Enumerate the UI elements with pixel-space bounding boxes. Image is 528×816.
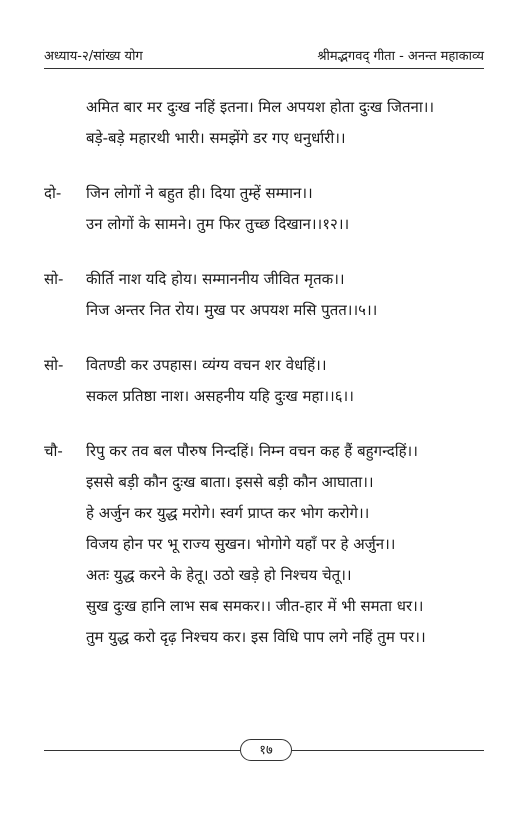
verse-line: [44, 92, 498, 123]
verse-type-label: दो-: [44, 184, 62, 202]
verse-text: अतः युद्ध करने के हेतू। उठो खड़े हो निश्चय चेतू।।: [86, 566, 352, 584]
stanza-soratha-1: [44, 264, 498, 326]
stanza-doha: [44, 178, 498, 240]
verse-line: [44, 591, 498, 622]
verse-line: [44, 498, 498, 529]
verse-line: [44, 560, 498, 591]
verse-text: निज अन्तर नित रोय। मुख पर अपयश मसि पुतत।।५।।: [86, 301, 378, 319]
verse-line: [44, 381, 498, 412]
verse-type-label: सो-: [44, 270, 64, 288]
verse-text: उन लोगों के सामने। तुम फिर तुच्छ दिखान।।१२।।: [86, 215, 350, 233]
verse-line: [44, 529, 498, 560]
page-number: १७: [240, 739, 292, 761]
verse-text: जिन लोगों ने बहुत ही। दिया तुम्हें सम्मान।।: [86, 184, 313, 202]
footer-divider-left: [44, 750, 240, 751]
verse-text: कीर्ति नाश यदि होय। सम्माननीय जीवित मृतक।।: [86, 270, 345, 288]
verse-type-label: सो-: [44, 356, 64, 374]
verse-line: [44, 209, 498, 240]
verse-type-label: चौ-: [44, 442, 63, 460]
stanza-chaupai: [44, 436, 498, 653]
verse-text: अमित बार मर दुःख नहिं इतना। मिल अपयश होता दुःख जितना।।: [86, 98, 435, 116]
verse-text: वितण्डी कर उपहास। व्यंग्य वचन शर वेधहिं।।: [86, 356, 327, 374]
verse-text: बड़े-बड़े महारथी भारी। समझेंगे डर गए धनुर्धारी।।: [86, 129, 346, 147]
verse-text: इससे बड़ी कौन दुःख बाता। इससे बड़ी कौन आघाता।।: [86, 473, 374, 491]
verse-text: सकल प्रतिष्ठा नाश। असहनीय यहि दुःख महा।।६।।: [86, 387, 354, 405]
verse-line: [44, 295, 498, 326]
verse-line: [44, 123, 498, 154]
verse-line: [44, 264, 498, 295]
chapter-title: अध्याय-२/सांख्य योग: [44, 49, 143, 64]
stanza-soratha-2: [44, 350, 498, 412]
running-header: [44, 46, 484, 68]
footer-divider-right: [292, 750, 484, 751]
verse-line: [44, 622, 498, 653]
book-title: श्रीमद्भगवद् गीता - अनन्त महाकाव्य: [317, 49, 484, 64]
verse-line: [44, 467, 498, 498]
verse-line: [44, 436, 498, 467]
header-divider: [44, 68, 484, 69]
verse-line: [44, 178, 498, 209]
verse-text: हे अर्जुन कर युद्ध मरोगे। स्वर्ग प्राप्त कर भोग करोगे।।: [86, 504, 370, 522]
verse-text: रिपु कर तव बल पौरुष निन्दहिं। निम्न वचन कह हैं बहुगन्दहिं।।: [86, 442, 418, 460]
stanza-chaupai-continued: [44, 92, 498, 154]
verse-line: [44, 350, 498, 381]
verse-text: सुख दुःख हानि लाभ सब समकर।। जीत-हार में भी समता धर।।: [86, 597, 424, 615]
verse-text: विजय होन पर भू राज्य सुखन। भोगोगे यहाँ पर हे अर्जुन।।: [86, 535, 396, 553]
verse-text: तुम युद्ध करो दृढ़ निश्चय कर। इस विधि पाप लगे नहिं तुम पर।।: [86, 628, 426, 646]
verse-body: [44, 92, 498, 677]
